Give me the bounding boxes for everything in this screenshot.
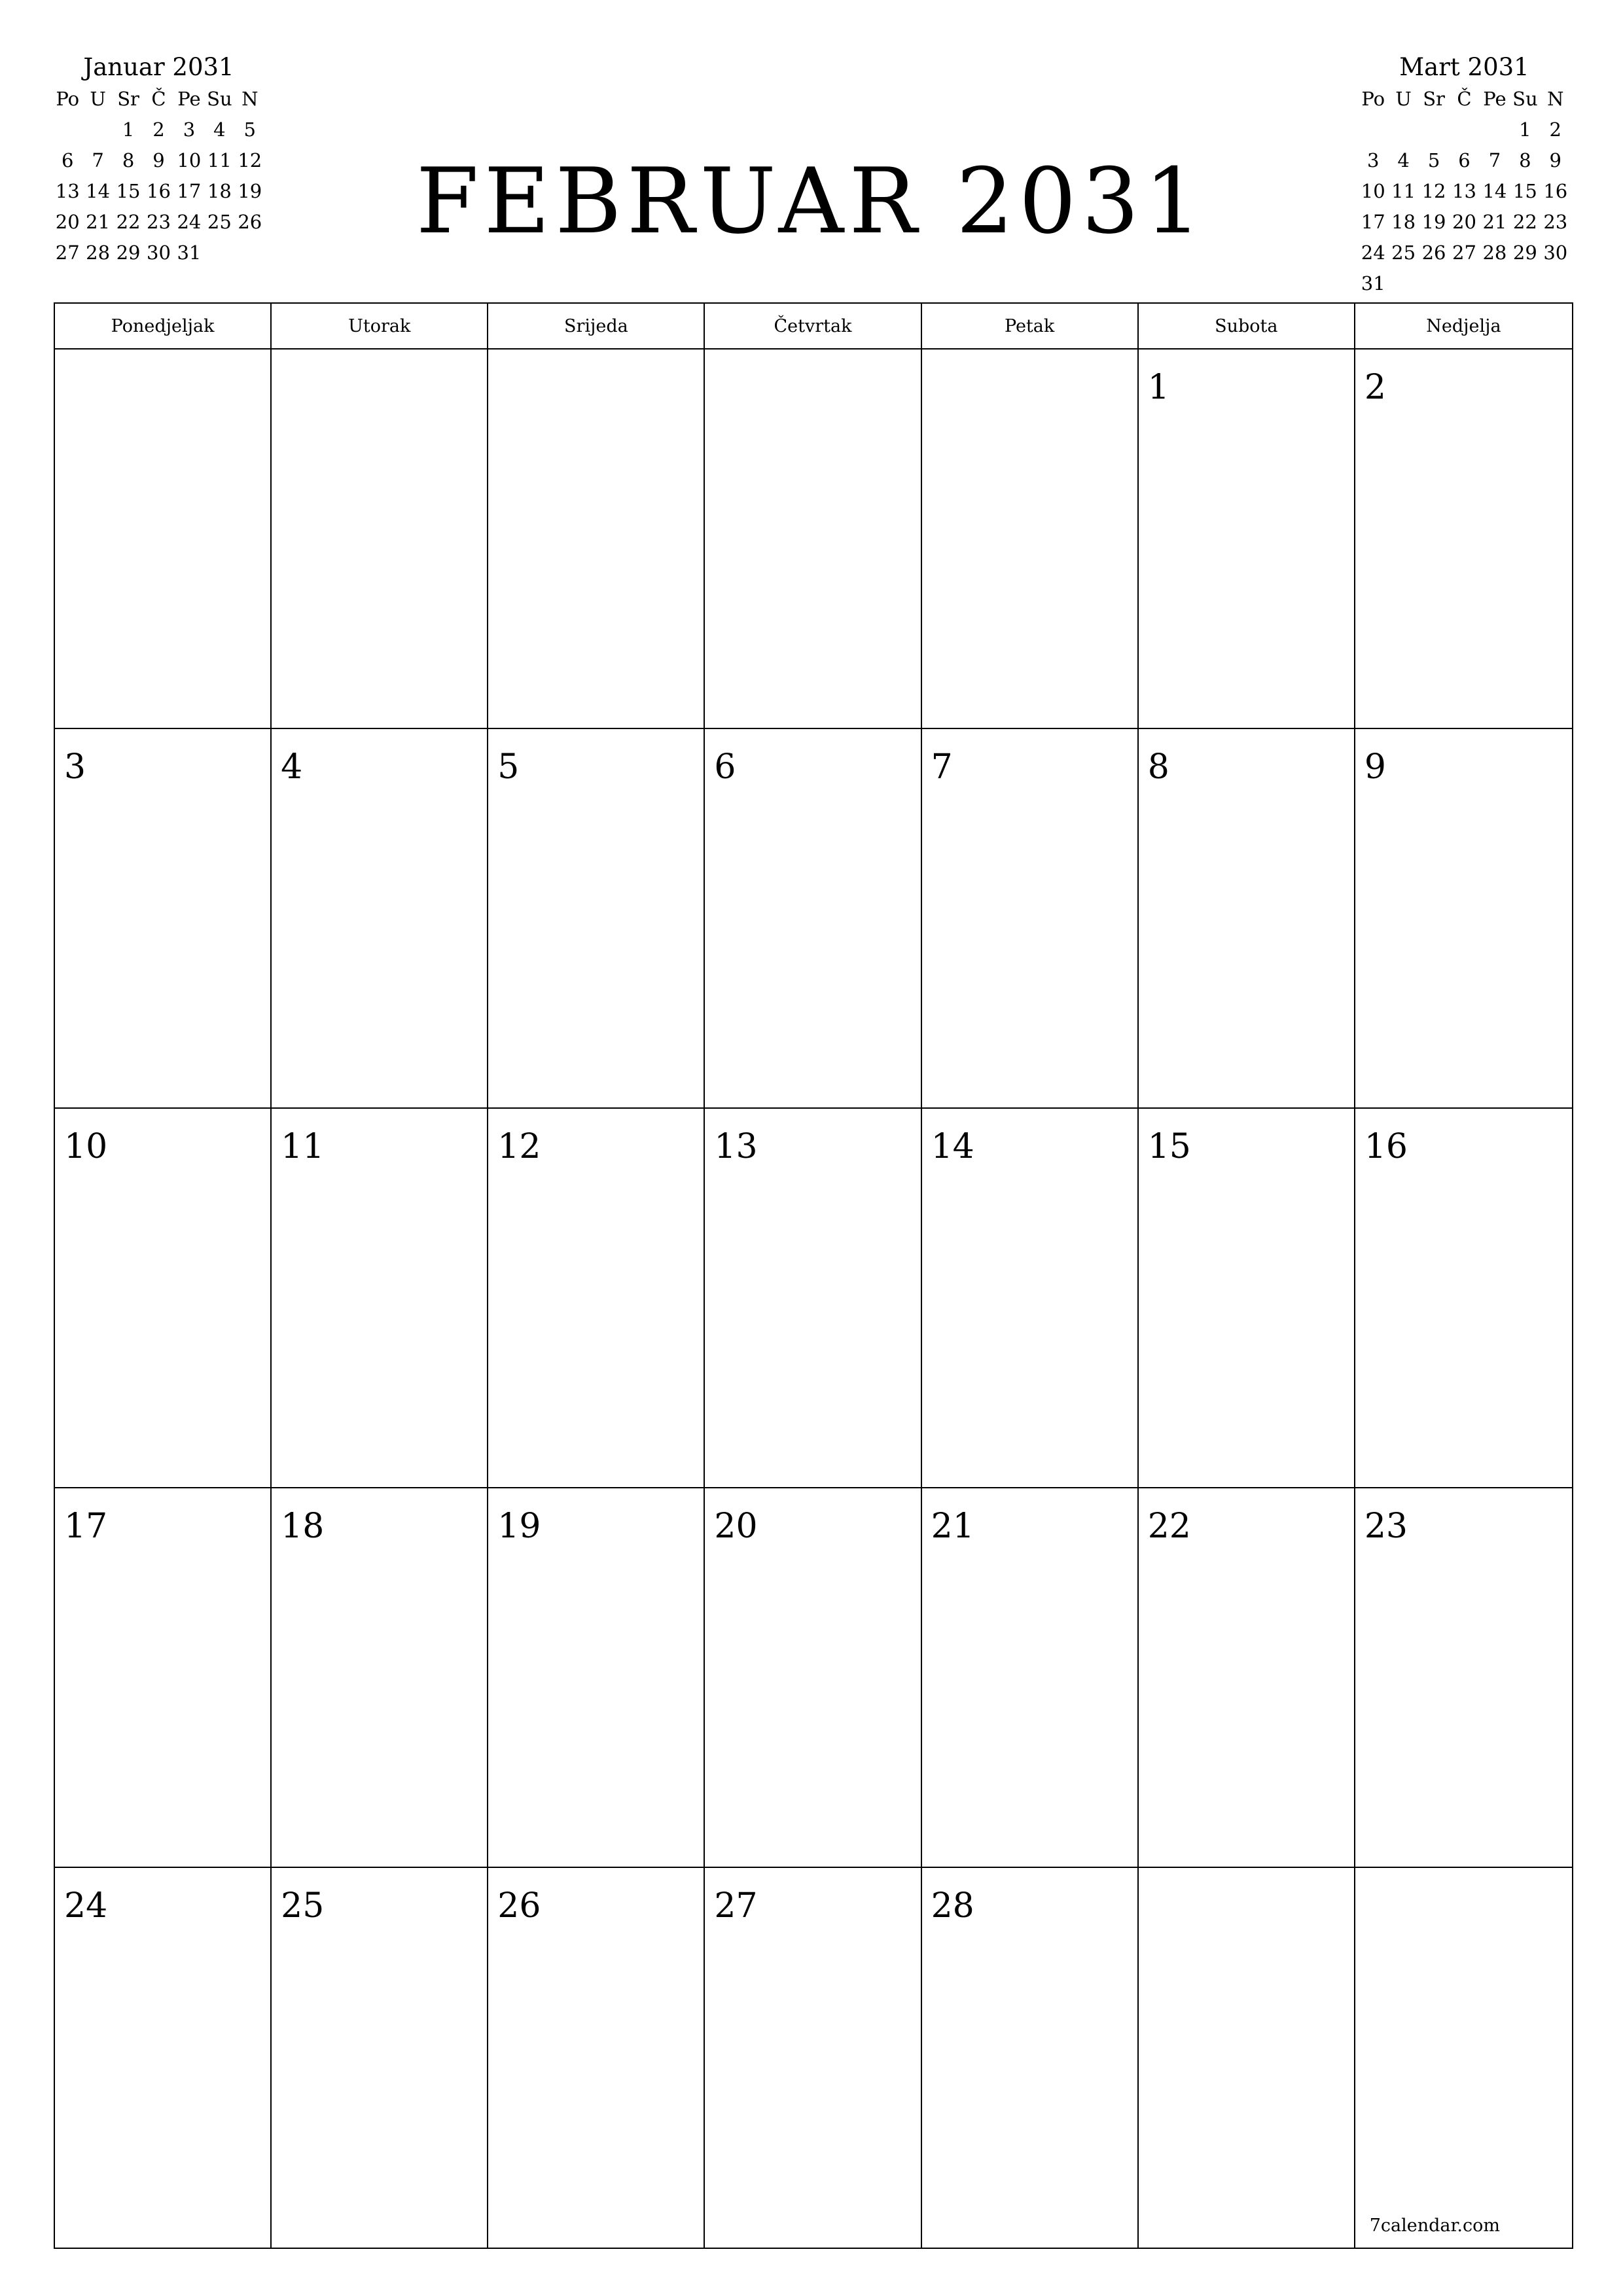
day-cell[interactable] [272,729,488,1109]
mini-day: 31 [1361,272,1385,295]
day-cell[interactable] [55,729,272,1109]
day-cell[interactable] [272,1488,488,1868]
day-cell[interactable] [488,1109,705,1488]
day-number: 15 [1147,1127,1191,1166]
mini-day: 21 [1482,211,1507,233]
day-cell[interactable] [1355,1109,1572,1488]
mini-day [1480,115,1510,145]
mini-weekday: Po [56,88,80,110]
mini-day: 31 [177,242,202,264]
day-number: 16 [1364,1127,1408,1166]
mini-day: 28 [1482,242,1507,264]
mini-day: 30 [1543,242,1568,264]
day-cell[interactable] [922,350,1139,729]
day-cell[interactable] [1139,350,1355,729]
mini-weekday: Č [151,88,166,110]
mini-day: 20 [1452,211,1476,233]
mini-day [1419,115,1449,145]
day-cell[interactable] [488,729,705,1109]
day-number: 11 [281,1127,325,1166]
mini-day [1449,268,1479,299]
mini-day [52,115,82,145]
day-cell[interactable] [272,1868,488,2248]
mini-day: 4 [213,118,226,141]
day-cell[interactable] [705,729,921,1109]
mini-day: 7 [92,149,104,171]
mini-day: 2 [1549,118,1561,141]
mini-day: 3 [1366,149,1380,171]
mini-day: 9 [152,149,165,171]
mini-day: 5 [1427,149,1440,171]
day-number: 13 [714,1127,758,1166]
mini-day: 13 [1452,180,1476,202]
day-number: 26 [497,1886,541,1926]
mini-day: 27 [55,242,80,264]
mini-day: 24 [1361,242,1385,264]
day-number: 5 [497,747,520,787]
mini-day: 13 [55,180,80,202]
day-cell[interactable] [705,1868,921,2248]
mini-day: 17 [177,180,202,202]
day-cell[interactable] [55,350,272,729]
day-cell[interactable] [1355,729,1572,1109]
mini-day [1388,115,1418,145]
mini-calendar-next-title: Mart 2031 [1399,53,1529,81]
weekday-header: Utorak [272,304,488,350]
day-number: 21 [931,1507,974,1546]
day-cell[interactable] [1139,1109,1355,1488]
day-number: 18 [281,1507,325,1546]
mini-day: 14 [1482,180,1507,202]
mini-weekday: Pe [177,88,201,110]
day-cell[interactable] [488,350,705,729]
mini-day: 17 [1361,211,1385,233]
mini-day: 25 [207,211,232,233]
mini-weekday: Sr [1423,88,1445,110]
mini-day: 12 [1421,180,1446,202]
mini-weekday: Su [1512,88,1538,110]
day-cell[interactable] [705,350,921,729]
mini-day: 15 [1512,180,1537,202]
mini-day: 16 [147,180,171,202]
day-cell[interactable] [55,1109,272,1488]
day-cell[interactable] [55,1488,272,1868]
mini-weekday: N [241,88,259,110]
mini-day: 30 [147,242,171,264]
day-number: 1 [1147,368,1169,407]
day-number: 17 [64,1507,108,1546]
mini-weekday: U [1395,88,1412,110]
weekday-header: Ponedjeljak [55,304,272,350]
day-cell[interactable] [55,1868,272,2248]
mini-calendar-prev-title: Januar 2031 [83,53,234,81]
mini-day: 8 [122,149,135,171]
mini-day: 25 [1391,242,1416,264]
day-number: 25 [281,1886,325,1926]
mini-day: 16 [1543,180,1568,202]
mini-day [1541,268,1571,299]
mini-weekday: Č [1457,88,1472,110]
day-cell[interactable] [1139,729,1355,1109]
mini-day: 9 [1549,149,1561,171]
day-cell[interactable] [1139,1868,1355,2248]
credit-text: 7calendar.com [1369,2215,1500,2236]
mini-day: 29 [1512,242,1537,264]
mini-day: 8 [1519,149,1531,171]
mini-day [52,268,82,299]
weekday-header: Srijeda [488,304,705,350]
mini-day: 28 [86,242,111,264]
day-number: 22 [1147,1507,1191,1546]
mini-day: 5 [243,118,256,141]
day-number: 8 [1147,747,1169,787]
day-number: 12 [497,1127,541,1166]
day-number: 10 [64,1127,108,1166]
day-cell[interactable] [922,1488,1139,1868]
mini-day: 19 [1421,211,1446,233]
day-cell[interactable] [1355,350,1572,729]
mini-day: 3 [183,118,196,141]
day-cell[interactable] [922,729,1139,1109]
mini-day: 18 [207,180,232,202]
day-cell[interactable] [922,1868,1139,2248]
mini-day [1388,268,1418,299]
day-cell[interactable] [272,350,488,729]
mini-day: 2 [152,118,165,141]
page-title: FEBRUAR 2031 [416,149,1207,254]
mini-weekday: Po [1361,88,1385,110]
day-cell[interactable] [488,1488,705,1868]
mini-weekday: N [1547,88,1564,110]
mini-day: 11 [207,149,232,171]
day-number: 6 [714,747,736,787]
mini-day: 24 [177,211,202,233]
mini-day [1510,268,1540,299]
weekday-header: Subota [1139,304,1355,350]
mini-weekday: U [90,88,106,110]
day-cell[interactable] [705,1488,921,1868]
weekday-header: Petak [922,304,1139,350]
mini-day: 18 [1391,211,1416,233]
day-number: 19 [497,1507,541,1546]
mini-day: 27 [1452,242,1476,264]
mini-day: 1 [122,118,135,141]
day-number: 27 [714,1886,758,1926]
day-number: 9 [1364,747,1386,787]
day-number: 28 [931,1886,974,1926]
mini-day: 7 [1488,149,1501,171]
mini-day: 6 [61,149,74,171]
mini-day: 15 [116,180,141,202]
day-cell[interactable] [488,1868,705,2248]
day-number: 2 [1364,368,1386,407]
mini-day: 11 [1391,180,1416,202]
day-number: 24 [64,1886,108,1926]
mini-day: 26 [238,211,262,233]
mini-day: 26 [1421,242,1446,264]
day-cell[interactable] [1355,1488,1572,1868]
weekday-header: Nedjelja [1355,304,1572,350]
mini-weekday: Su [207,88,232,110]
mini-day: 12 [238,149,262,171]
mini-day: 19 [238,180,262,202]
mini-day: 14 [86,180,111,202]
mini-day [82,115,113,145]
mini-day: 29 [116,242,141,264]
mini-day: 21 [86,211,111,233]
mini-day [1449,115,1479,145]
day-cell[interactable] [705,1109,921,1488]
day-cell[interactable] [1139,1488,1355,1868]
mini-day: 10 [1361,180,1385,202]
day-cell[interactable] [922,1109,1139,1488]
month-grid [54,302,1573,2249]
day-cell[interactable] [272,1109,488,1488]
mini-day: 23 [147,211,171,233]
mini-day [1480,268,1510,299]
mini-day: 1 [1519,118,1531,141]
mini-day: 20 [55,211,80,233]
day-cell[interactable] [1355,1868,1572,2248]
mini-day: 4 [1397,149,1410,171]
mini-weekday: Pe [1483,88,1507,110]
mini-day: 10 [177,149,202,171]
day-number: 4 [281,747,303,787]
mini-day: 6 [1458,149,1471,171]
mini-day [1419,268,1449,299]
day-number: 14 [931,1127,974,1166]
mini-weekday: Sr [117,88,139,110]
day-number: 23 [1364,1507,1408,1546]
weekday-header: Četvrtak [705,304,921,350]
day-number: 20 [714,1507,758,1546]
day-number: 3 [64,747,86,787]
mini-day [1358,115,1388,145]
day-number: 7 [931,747,953,787]
mini-day: 22 [1512,211,1537,233]
mini-day: 23 [1543,211,1568,233]
mini-day: 22 [116,211,141,233]
